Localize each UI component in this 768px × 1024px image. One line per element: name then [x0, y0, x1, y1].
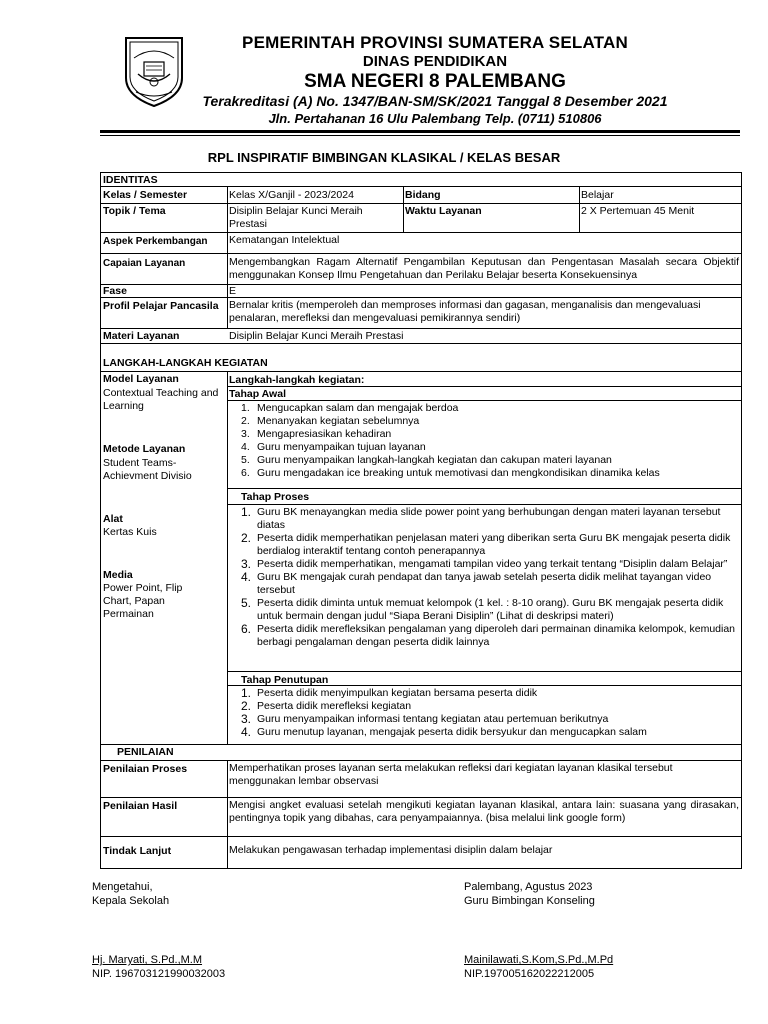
fase-label: Fase [103, 285, 127, 297]
step-item [241, 700, 737, 713]
step-number: 3. [241, 712, 252, 726]
row-divider [101, 203, 741, 204]
step-number: 3. [241, 557, 252, 571]
topik-value: Disiplin Belajar Kunci Meraih Prestasi [229, 205, 363, 230]
column-divider [227, 186, 228, 328]
header-government: PEMERINTAH PROVINSI SUMATERA SELATAN [242, 33, 628, 52]
step-number: 1. [241, 505, 252, 519]
step-number: 4. [241, 570, 252, 584]
step-number: 6. [241, 622, 252, 636]
step-item [241, 415, 739, 428]
sig-left-line2: Kepala Sekolah [92, 895, 170, 907]
step-text: Guru menyampaikan tujuan layanan [257, 441, 426, 453]
step-text: Guru menyampaikan langkah-langkah kegiatan dan cakupan materi layanan [257, 454, 612, 466]
tahap-awal-list [241, 402, 739, 480]
kelas-label: Kelas / Semester [103, 189, 188, 201]
tahap-proses-list [241, 506, 737, 649]
school-emblem-logo [122, 34, 186, 108]
row-divider [101, 186, 741, 187]
header-address: Jln. Pertahanan 16 Ulu Palembang Telp. (0711) 510806 [268, 111, 602, 126]
step-number: 5. [241, 596, 252, 610]
step-text: Mengucapkan salam dan mengajak berdoa [257, 402, 459, 414]
materi-label: Materi Layanan [103, 330, 180, 342]
row-divider [101, 371, 741, 372]
step-text: Peserta didik menyimpulkan kegiatan bersama peserta didik [257, 687, 538, 699]
step-number: 1. [241, 686, 252, 700]
step-item [241, 428, 739, 441]
header-school-name: SMA NEGERI 8 PALEMBANG [304, 71, 566, 92]
waktu-value: 2 X Pertemuan 45 Menit [581, 205, 695, 217]
model-value: Contextual Teaching and Learning [103, 387, 219, 412]
sig-right-name: Mainilawati,S.Kom,S.Pd.,M.Pd [464, 954, 614, 966]
header-divider-thick [100, 130, 740, 133]
row-divider [101, 328, 741, 329]
row-divider [227, 504, 741, 505]
fase-value: E [229, 285, 237, 297]
alat-label: Alat [103, 513, 123, 525]
row-divider [101, 232, 741, 233]
sig-left-name: Hj. Maryati, S.Pd.,M.M [92, 954, 203, 966]
model-label: Model Layanan [103, 373, 179, 385]
sig-right-nip: NIP.197005162022212005 [464, 968, 595, 980]
steps-heading: Langkah-langkah kegiatan: [229, 374, 365, 386]
bidang-value: Belajar [581, 189, 614, 201]
rpl-table [100, 172, 742, 869]
sig-left-line1: Mengetahui, [92, 881, 153, 893]
header-accreditation: Terakreditasi (A) No. 1347/BAN-SM/SK/2021 Tanggal 8 Desember 2021 [202, 93, 668, 109]
step-number: 5. [241, 454, 250, 466]
row-divider [101, 284, 741, 285]
penilaian-hasil-label: Penilaian Hasil [103, 800, 178, 812]
tindak-lanjut-label: Tindak Lanjut [103, 845, 172, 857]
row-divider [227, 671, 741, 672]
column-divider [227, 760, 228, 868]
tahap-proses-heading: Tahap Proses [241, 491, 310, 503]
step-number: 2. [241, 415, 250, 427]
step-number: 3. [241, 428, 250, 440]
step-item [241, 454, 739, 467]
sig-right-line2: Guru Bimbingan Konseling [464, 895, 595, 907]
step-text: Guru BK menayangkan media slide power point yang berhubungan dengan materi layanan tersebut diatas [257, 506, 721, 531]
metode-value: Student Teams-Achievment Divisio [103, 457, 192, 482]
step-item [241, 402, 739, 415]
row-divider [101, 253, 741, 254]
penilaian-heading: PENILAIAN [117, 746, 174, 758]
metode-label: Metode Layanan [103, 443, 186, 455]
step-item [241, 571, 737, 597]
penilaian-proses-value: Memperhatikan proses layanan serta melakukan refleksi dari kegiatan layanan klasikal tersebut menggunakan lembar observasi [229, 762, 673, 787]
langkah-heading: LANGKAH-LANGKAH KEGIATAN [103, 357, 268, 369]
row-divider [227, 488, 741, 489]
profil-label: Profil Pelajar Pancasila [103, 300, 219, 312]
step-item [241, 558, 737, 571]
penilaian-proses-label: Penilaian Proses [103, 763, 188, 775]
media-label: Media [103, 569, 133, 581]
header-divider-thin [100, 135, 740, 136]
row-divider [101, 760, 741, 761]
row-divider [101, 744, 741, 745]
alat-value: Kertas Kuis [103, 526, 157, 538]
tahap-awal-heading: Tahap Awal [229, 388, 286, 400]
step-text: Peserta didik merefleksikan pengalaman yang diperoleh dari permainan dinamika kelompok, kemudian berbagi pengalaman dengan peserta didik lainnya [257, 623, 736, 648]
step-text: Guru BK mengajak curah pendapat dan tanya jawab setelah peserta didik melihat tayangan video tersebut [257, 571, 712, 596]
step-item [241, 506, 737, 532]
row-divider [101, 797, 741, 798]
bidang-label: Bidang [405, 189, 441, 201]
row-divider [227, 400, 741, 401]
step-item [241, 713, 737, 726]
profil-value: Bernalar kritis (memperoleh dan memproses informasi dan gagasan, menganalisis dan mengevaluasi penalaran, merefleksi dan mengevaluasi pemikirannya sendiri) [229, 299, 701, 324]
step-text: Guru mengadakan ice breaking untuk memotivasi dan mengkondisikan dinamika kelas [257, 467, 660, 479]
topik-label: Topik / Tema [103, 205, 166, 217]
tahap-penutupan-heading: Tahap Penutupan [241, 674, 329, 686]
document-title: RPL INSPIRATIF BIMBINGAN KLASIKAL / KELAS BESAR [207, 150, 561, 165]
row-divider [101, 836, 741, 837]
step-text: Peserta didik merefleksi kegiatan [257, 700, 412, 712]
aspek-label: Aspek Perkembangan [103, 236, 208, 247]
step-text: Menanyakan kegiatan sebelumnya [257, 415, 420, 427]
tahap-penutupan-list [241, 687, 737, 739]
tindak-lanjut-value: Melakukan pengawasan terhadap implementasi disiplin dalam belajar [229, 844, 553, 856]
step-text: Peserta didik diminta untuk memuat kelompok (1 kel. : 8-10 orang). Guru BK mengajak peserta didik untuk bermain dengan judul “Siapa Berani Disiplin” (Lihat di deskripsi materi) [257, 597, 724, 622]
capaian-label: Capaian Layanan [103, 258, 186, 269]
row-divider [101, 343, 741, 344]
step-item [241, 597, 737, 623]
step-number: 6. [241, 467, 250, 479]
kelas-value: Kelas X/Ganjil - 2023/2024 [229, 189, 354, 201]
step-number: 4. [241, 441, 250, 453]
materi-value: Disiplin Belajar Kunci Meraih Prestasi [229, 330, 404, 342]
column-divider [579, 186, 580, 232]
capaian-value: Mengembangkan Ragam Alternatif Pengambilan Keputusan dan Pengentasan Masalah secara Objektif menggunakan Konsep Ilmu Pengetahuan dan Perilaku Belajar beserta Konsekuensinya [229, 256, 739, 281]
step-text: Peserta didik memperhatikan, mengamati tampilan video yang terkait tentang “Disiplin dalam Belajar” [257, 558, 728, 570]
sig-right-line1: Palembang, Agustus 2023 [464, 881, 593, 893]
sig-left-nip: NIP. 196703121990032003 [92, 968, 226, 980]
step-item [241, 467, 739, 480]
media-value: Power Point, Flip Chart, Papan Permainan [103, 582, 183, 620]
step-text: Peserta didik memperhatikan penjelasan materi yang diberikan serta Guru BK mengajak peserta didik berdialog interaktif tentang contoh penerapannya [257, 532, 731, 557]
header-department: DINAS PENDIDIKAN [362, 53, 508, 70]
step-item [241, 687, 737, 700]
step-item [241, 532, 737, 558]
identitas-heading: IDENTITAS [103, 174, 158, 186]
column-divider [403, 186, 404, 232]
step-item [241, 623, 737, 649]
step-number: 4. [241, 725, 252, 739]
waktu-label: Waktu Layanan [405, 205, 482, 217]
step-text: Guru menyampaikan informasi tentang kegiatan atau pertemuan berikutnya [257, 713, 609, 725]
column-divider [227, 371, 228, 744]
step-item [241, 441, 739, 454]
aspek-value: Kematangan Intelektual [229, 234, 340, 246]
step-number: 1. [241, 402, 250, 414]
step-item [241, 726, 737, 739]
step-number: 2. [241, 699, 252, 713]
row-divider [101, 297, 741, 298]
step-number: 2. [241, 531, 252, 545]
step-text: Guru menutup layanan, mengajak peserta didik bersyukur dan mengucapkan salam [257, 726, 647, 738]
penilaian-hasil-value: Mengisi angket evaluasi setelah mengikuti kegiatan layanan klasikal, antara lain: suasana yang dirasakan, pentingnya topik yang dibahas, cara penyampaiannya. (bisa melalui link google form) [229, 799, 739, 824]
step-text: Mengapresiasikan kehadiran [257, 428, 392, 440]
